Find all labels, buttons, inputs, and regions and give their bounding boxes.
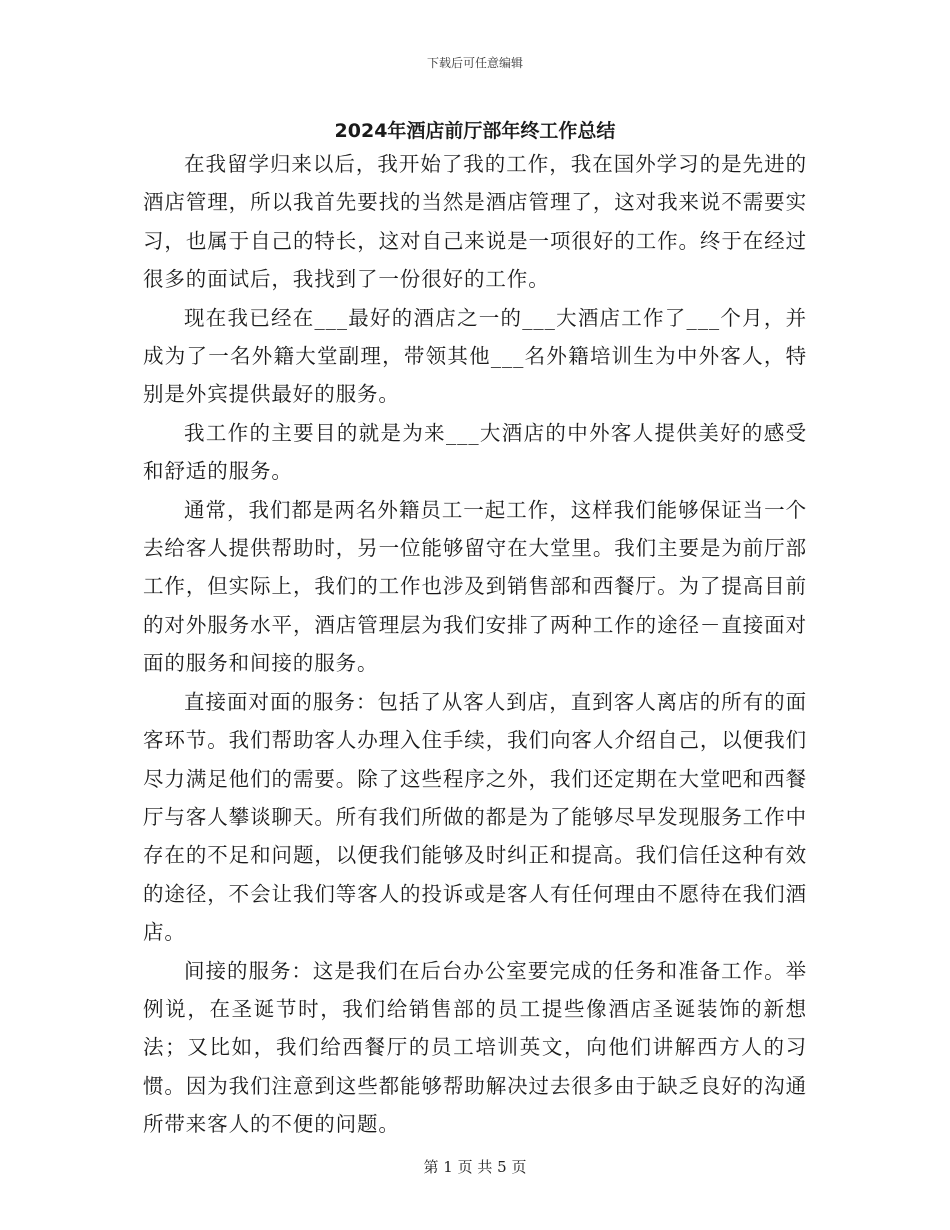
document-body — [143, 145, 807, 1144]
paragraph-1: 在我留学归来以后，我开始了我的工作，我在国外学习的是先进的酒店管理，所以我首先要找的当然是酒店管理了，这对我来说不需要实习，也属于自己的特长，这对自己来说是一项很好的工作。终于在经过很多的面试后，我找到了一份很好的工作。 — [143, 152, 807, 292]
paragraph-4: 通常，我们都是两名外籍员工一起工作，这样我们能够保证当一个去给客人提供帮助时，另一位能够留守在大堂里。我们主要是为前厅部工作，但实际上，我们的工作也涉及到销售部和西餐厅。为了提高目前的对外服务水平，酒店管理层为我们安排了两种工作的途径－直接面对面的服务和间接的服务。 — [143, 497, 807, 676]
paragraph-2: 现在我已经在___最好的酒店之一的___大酒店工作了___个月，并成为了一名外籍大堂副理，带领其他___名外籍培训生为中外客人，特别是外宾提供最好的服务。 — [143, 305, 807, 407]
paragraph-6: 间接的服务：这是我们在后台办公室要完成的任务和准备工作。举例说，在圣诞节时，我们给销售部的员工提些像酒店圣诞装饰的新想法；又比如，我们给西餐厅的员工培训英文，向他们讲解西方人的习惯。因为我们注意到这些都能够帮助解决过去很多由于缺乏良好的沟通所带来客人的不便的问题。 — [143, 958, 807, 1137]
paragraph-3: 我工作的主要目的就是为来___大酒店的中外客人提供美好的感受和舒适的服务。 — [143, 420, 807, 484]
page-header-note: 下载后可任意编辑 — [426, 56, 523, 70]
paragraph-5: 直接面对面的服务：包括了从客人到店，直到客人离店的所有的面客环节。我们帮助客人办理入住手续，我们向客人介绍自己，以便我们尽力满足他们的需要。除了这些程序之外，我们还定期在大堂吧和西餐厅与客人攀谈聊天。所有我们所做的都是为了能够尽早发现服务工作中存在的不足和问题，以便我们能够及时纠正和提高。我们信任这种有效的途径，不会让我们等客人的投诉或是客人有任何理由不愿待在我们酒店。 — [143, 689, 807, 945]
document-title: 2024年酒店前厅部年终工作总结 — [334, 120, 616, 142]
page-number: 第 1 页 共 5 页 — [423, 1158, 527, 1176]
